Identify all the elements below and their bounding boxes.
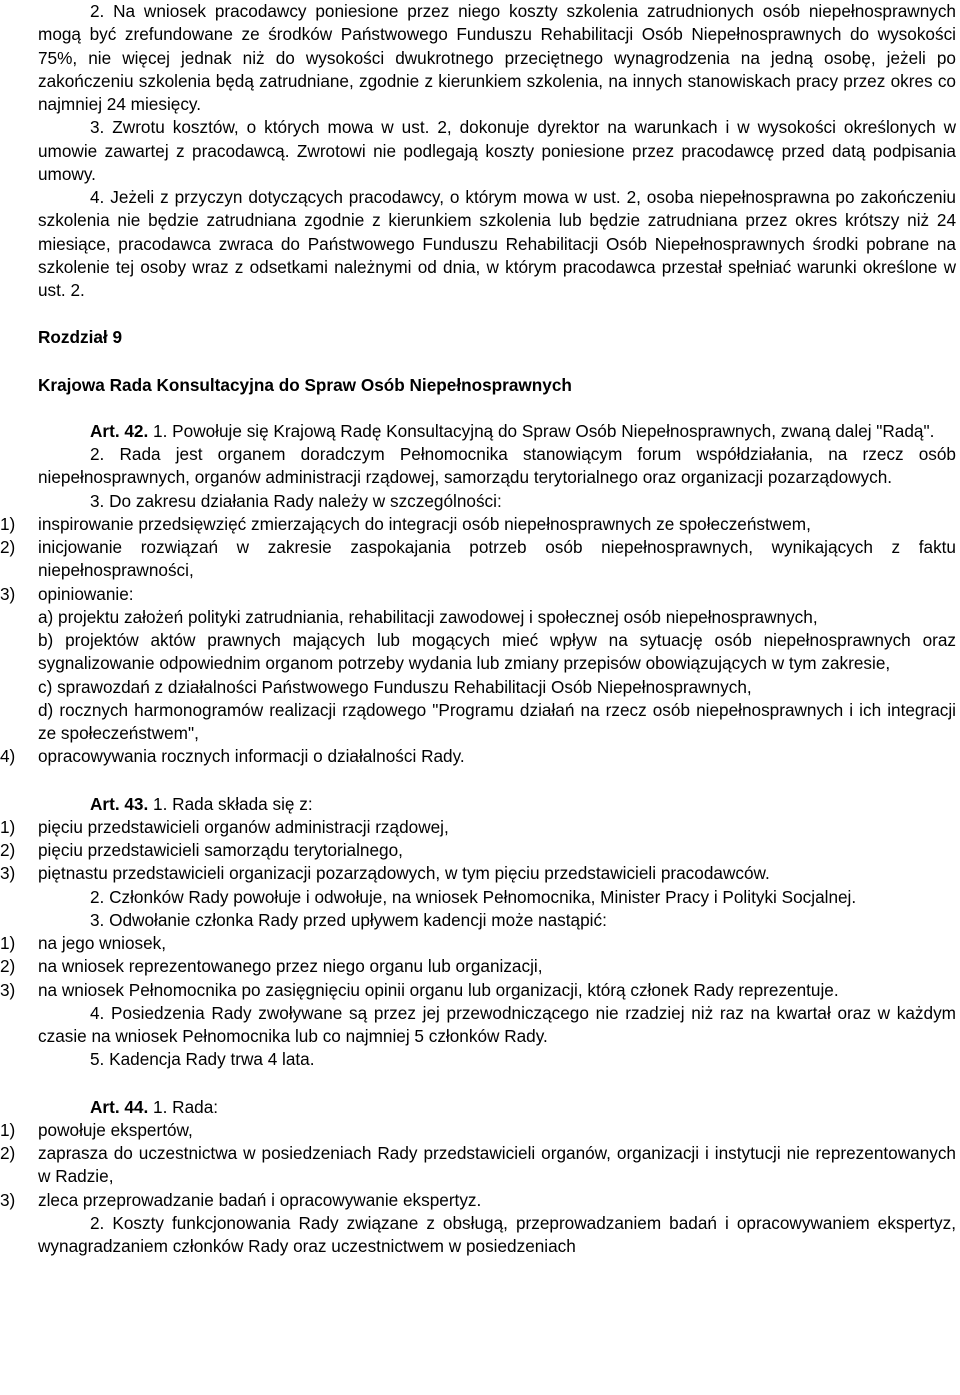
list-item: 4) opracowywania rocznych informacji o działalności Rady. <box>0 746 465 767</box>
list-item: 3) zleca przeprowadzanie badań i opracowywanie ekspertyz. <box>0 1189 482 1210</box>
paragraph: 3. Zwrotu kosztów, o których mowa w ust. 2, dokonuje dyrektor na warunkach i w wysokości określonych w umowie zawartej z pracodawcą. Zwrotowi nie podlegają koszty poniesione przez pracodawcę przed datą podpisania umowy. <box>38 117 956 184</box>
paragraph: 2. Na wniosek pracodawcy poniesione przez niego koszty szkolenia zatrudnionych osób niepełnosprawnych mogą być zrefundowane ze środków Państwowego Funduszu Rehabilitacji Osób Niepełnosprawnych do wysokości 75%, nie więcej jednak niż do wysokości dwukrotnego przeciętnego wynagrodzenia na jedną osobę, jeżeli po zakończeniu szkolenia będą zatrudniane, zgodnie z kierunkiem szkolenia, na innych stanowiskach pracy przez okres co najmniej 24 miesięcy. <box>38 1 956 114</box>
list-item: 1) powołuje ekspertów, <box>0 1119 193 1140</box>
list-item: 2) zaprasza do uczestnictwa w posiedzeniach Rady przedstawicieli organów, organizacji i instytucji nie reprezentowanych w Radzie, <box>0 1143 956 1187</box>
chapter-title: Krajowa Rada Konsultacyjna do Spraw Osób Niepełnosprawnych <box>38 374 572 395</box>
article-44-label: Art. 44. <box>90 1096 149 1117</box>
article-43-paragraph-4: 4. Posiedzenia Rady zwoływane są przez jej przewodniczącego nie rzadziej niż raz na kwartał oraz w każdym czasie na wniosek Pełnomocnika lub co najmniej 5 członków Rady. <box>38 1002 956 1046</box>
article-42-paragraph-1: Art. 42. 1. Powołuje się Krajową Radę Konsultacyjną do Spraw Osób Niepełnosprawnych, zwaną dalej "Radą". <box>90 420 935 441</box>
article-42-paragraph-3: 3. Do zakresu działania Rady należy w szczególności: <box>90 490 502 511</box>
article-43-paragraph-2: 2. Członków Rady powołuje i odwołuje, na wniosek Pełnomocnika, Minister Pracy i Polityki Socjalnej. <box>90 886 857 907</box>
sub-list-item: d) rocznych harmonogramów realizacji rządowego "Programu działań na rzecz osób niepełnosprawnych i ich integracji ze społeczeństwem", <box>38 699 956 743</box>
sub-list-item: b) projektów aktów prawnych mających lub mogących mieć wpływ na sytuację osób niepełnosprawnych oraz sygnalizowanie odpowiednim organom potrzeby wydania lub zmiany przepisów obowiązujących w tym zakresie, <box>38 630 956 674</box>
article-42-label: Art. 42. <box>90 420 149 441</box>
article-43-paragraph-3: 3. Odwołanie członka Rady przed upływem kadencji może nastąpić: <box>90 909 607 930</box>
article-43-paragraph-1: Art. 43. 1. Rada składa się z: <box>90 793 313 814</box>
list-item: 2) na wniosek reprezentowanego przez niego organu lub organizacji, <box>0 956 543 977</box>
article-43-paragraph-5: 5. Kadencja Rady trwa 4 lata. <box>90 1049 315 1070</box>
article-43-label: Art. 43. <box>90 793 149 814</box>
sub-list-item: c) sprawozdań z działalności Państwowego Funduszu Rehabilitacji Osób Niepełnosprawnych, <box>38 676 752 697</box>
list-item: 3) na wniosek Pełnomocnika po zasięgnięciu opinii organu lub organizacji, którą członek Rady reprezentuje. <box>0 979 839 1000</box>
list-item: 1) inspirowanie przedsięwzięć zmierzających do integracji osób niepełnosprawnych ze społeczeństwem, <box>0 513 811 534</box>
article-44-paragraph-1: Art. 44. 1. Rada: <box>90 1096 219 1117</box>
list-item: 2) inicjowanie rozwiązań w zakresie zaspokajania potrzeb osób niepełnosprawnych, wynikających z faktu niepełnosprawności, <box>0 537 956 581</box>
chapter-number: Rozdział 9 <box>38 327 123 348</box>
article-42-paragraph-2: 2. Rada jest organem doradczym Pełnomocnika stanowiącym forum współdziałania, na rzecz osób niepełnosprawnych, organów administracji rządowej, samorządu terytorialnego oraz organizacji pozarządowych. <box>38 444 956 488</box>
list-item: 3) opiniowanie: <box>0 583 134 604</box>
list-item: 1) pięciu przedstawicieli organów administracji rządowej, <box>0 816 449 837</box>
paragraph: 4. Jeżeli z przyczyn dotyczących pracodawcy, o którym mowa w ust. 2, osoba niepełnosprawna po zakończeniu szkolenia nie będzie zatrudniana zgodnie z kierunkiem szkolenia lub będzie zatrudniana przez okres krótszy niż 24 miesiące, pracodawca zwraca do Państwowego Funduszu Rehabilitacji Osób Niepełnosprawnych środki pobrane na szkolenie tej osoby wraz z odsetkami należnymi od dnia, w którym pracodawca przestał spełniać warunki określone w ust. 2. <box>38 187 956 300</box>
sub-list-item: a) projektu założeń polityki zatrudniania, rehabilitacji zawodowej i społecznej osób niepełnosprawnych, <box>38 606 818 627</box>
list-item: 3) piętnastu przedstawicieli organizacji pozarządowych, w tym pięciu przedstawicieli pracodawców. <box>0 863 770 884</box>
list-item: 1) na jego wniosek, <box>0 933 167 953</box>
list-item: 2) pięciu przedstawicieli samorządu terytorialnego, <box>0 840 403 860</box>
article-44-paragraph-2: 2. Koszty funkcjonowania Rady związane z obsługą, przeprowadzaniem badań i opracowywaniem ekspertyz, wynagradzaniem członków Rady oraz uczestnictwem w posiedzeniach <box>38 1212 956 1256</box>
